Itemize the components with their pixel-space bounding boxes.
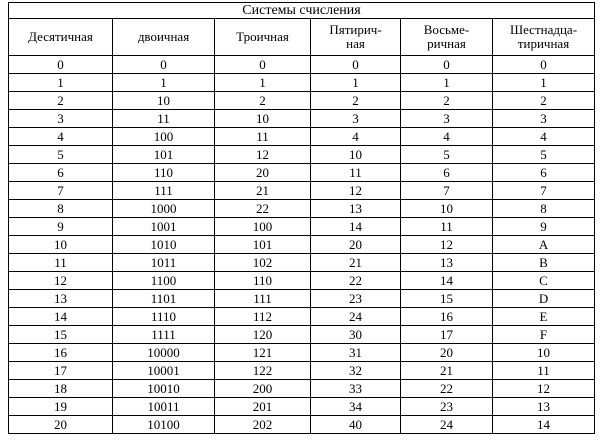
cell-ternary: 102 (215, 254, 311, 272)
table-row (9, 236, 595, 254)
cell-ternary: 100 (215, 218, 311, 236)
cell-binary: 11 (113, 110, 215, 128)
column-header-label: Десятичная (28, 29, 93, 44)
cell-octal: 21 (401, 362, 493, 380)
cell-binary: 1010 (113, 236, 215, 254)
cell-octal: 11 (401, 218, 493, 236)
cell-hexadecimal: 10 (493, 344, 595, 362)
cell-decimal: 13 (9, 290, 113, 308)
table-row (9, 74, 595, 92)
cell-decimal: 19 (9, 398, 113, 416)
cell-octal: 22 (401, 380, 493, 398)
table-row (9, 218, 595, 236)
cell-quinary: 22 (311, 272, 401, 290)
cell-decimal: 1 (9, 74, 113, 92)
cell-ternary: 20 (215, 164, 311, 182)
cell-octal: 13 (401, 254, 493, 272)
cell-quinary: 3 (311, 110, 401, 128)
table-row (9, 182, 595, 200)
cell-octal: 16 (401, 308, 493, 326)
cell-quinary: 34 (311, 398, 401, 416)
cell-quinary: 13 (311, 200, 401, 218)
cell-decimal: 0 (9, 56, 113, 74)
column-header-row (9, 19, 595, 56)
table-row (9, 92, 595, 110)
table-row (9, 362, 595, 380)
cell-hexadecimal: 2 (493, 92, 595, 110)
cell-binary: 1000 (113, 200, 215, 218)
cell-ternary: 11 (215, 128, 311, 146)
cell-decimal: 2 (9, 92, 113, 110)
cell-hexadecimal: D (493, 290, 595, 308)
column-header-label: Восьме- ричная (423, 22, 470, 51)
cell-binary: 111 (113, 182, 215, 200)
cell-hexadecimal: 13 (493, 398, 595, 416)
cell-decimal: 3 (9, 110, 113, 128)
cell-octal: 2 (401, 92, 493, 110)
cell-decimal: 14 (9, 308, 113, 326)
cell-octal: 20 (401, 344, 493, 362)
cell-decimal: 10 (9, 236, 113, 254)
cell-decimal: 12 (9, 272, 113, 290)
table-row (9, 380, 595, 398)
cell-quinary: 30 (311, 326, 401, 344)
cell-ternary: 120 (215, 326, 311, 344)
cell-hexadecimal: 3 (493, 110, 595, 128)
table-row (9, 308, 595, 326)
cell-octal: 12 (401, 236, 493, 254)
cell-binary: 110 (113, 164, 215, 182)
cell-ternary: 122 (215, 362, 311, 380)
cell-hexadecimal: C (493, 272, 595, 290)
cell-octal: 6 (401, 164, 493, 182)
cell-quinary: 0 (311, 56, 401, 74)
cell-hexadecimal: 1 (493, 74, 595, 92)
cell-hexadecimal: E (493, 308, 595, 326)
cell-quinary: 24 (311, 308, 401, 326)
column-header-ternary (215, 19, 311, 56)
column-header-binary (113, 19, 215, 56)
column-header-label: Пятирич- ная (329, 22, 382, 51)
cell-quinary: 2 (311, 92, 401, 110)
cell-decimal: 16 (9, 344, 113, 362)
cell-binary: 10010 (113, 380, 215, 398)
cell-quinary: 1 (311, 74, 401, 92)
cell-binary: 1111 (113, 326, 215, 344)
cell-decimal: 18 (9, 380, 113, 398)
cell-binary: 100 (113, 128, 215, 146)
cell-decimal: 11 (9, 254, 113, 272)
cell-ternary: 101 (215, 236, 311, 254)
cell-binary: 0 (113, 56, 215, 74)
cell-quinary: 32 (311, 362, 401, 380)
cell-quinary: 40 (311, 416, 401, 434)
cell-octal: 14 (401, 272, 493, 290)
table-row (9, 200, 595, 218)
cell-ternary: 201 (215, 398, 311, 416)
cell-quinary: 21 (311, 254, 401, 272)
cell-ternary: 10 (215, 110, 311, 128)
cell-quinary: 10 (311, 146, 401, 164)
numeral-systems-table (8, 2, 595, 434)
cell-binary: 10000 (113, 344, 215, 362)
cell-decimal: 6 (9, 164, 113, 182)
cell-octal: 10 (401, 200, 493, 218)
cell-hexadecimal: 14 (493, 416, 595, 434)
column-header-quinary (311, 19, 401, 56)
column-header-label: Троичная (236, 29, 289, 44)
cell-decimal: 8 (9, 200, 113, 218)
table-row (9, 146, 595, 164)
cell-binary: 1110 (113, 308, 215, 326)
cell-decimal: 9 (9, 218, 113, 236)
cell-ternary: 121 (215, 344, 311, 362)
cell-ternary: 112 (215, 308, 311, 326)
column-header-octal (401, 19, 493, 56)
cell-ternary: 12 (215, 146, 311, 164)
cell-decimal: 4 (9, 128, 113, 146)
cell-binary: 1101 (113, 290, 215, 308)
title-row (9, 3, 595, 19)
cell-quinary: 4 (311, 128, 401, 146)
cell-binary: 10100 (113, 416, 215, 434)
cell-binary: 10 (113, 92, 215, 110)
table-row (9, 344, 595, 362)
table-row (9, 272, 595, 290)
cell-decimal: 5 (9, 146, 113, 164)
cell-binary: 10011 (113, 398, 215, 416)
cell-octal: 1 (401, 74, 493, 92)
cell-octal: 24 (401, 416, 493, 434)
cell-ternary: 22 (215, 200, 311, 218)
cell-quinary: 14 (311, 218, 401, 236)
cell-ternary: 202 (215, 416, 311, 434)
cell-octal: 0 (401, 56, 493, 74)
cell-ternary: 0 (215, 56, 311, 74)
table-row (9, 254, 595, 272)
cell-octal: 4 (401, 128, 493, 146)
cell-octal: 7 (401, 182, 493, 200)
cell-binary: 1011 (113, 254, 215, 272)
cell-hexadecimal: A (493, 236, 595, 254)
cell-decimal: 20 (9, 416, 113, 434)
column-header-label: двоичная (137, 29, 190, 44)
cell-hexadecimal: 8 (493, 200, 595, 218)
table-row (9, 128, 595, 146)
cell-decimal: 7 (9, 182, 113, 200)
cell-hexadecimal: 12 (493, 380, 595, 398)
cell-quinary: 33 (311, 380, 401, 398)
cell-quinary: 12 (311, 182, 401, 200)
table-body (9, 56, 595, 434)
cell-hexadecimal: 0 (493, 56, 595, 74)
cell-hexadecimal: B (493, 254, 595, 272)
cell-quinary: 20 (311, 236, 401, 254)
cell-ternary: 110 (215, 272, 311, 290)
cell-binary: 101 (113, 146, 215, 164)
table-row (9, 326, 595, 344)
cell-ternary: 2 (215, 92, 311, 110)
cell-decimal: 15 (9, 326, 113, 344)
cell-ternary: 1 (215, 74, 311, 92)
cell-hexadecimal: 4 (493, 128, 595, 146)
cell-decimal: 17 (9, 362, 113, 380)
cell-binary: 1100 (113, 272, 215, 290)
table-row (9, 110, 595, 128)
cell-binary: 1001 (113, 218, 215, 236)
cell-ternary: 111 (215, 290, 311, 308)
cell-hexadecimal: 6 (493, 164, 595, 182)
table-row (9, 416, 595, 434)
cell-hexadecimal: 7 (493, 182, 595, 200)
table-row (9, 56, 595, 74)
cell-octal: 15 (401, 290, 493, 308)
cell-octal: 5 (401, 146, 493, 164)
cell-octal: 3 (401, 110, 493, 128)
table-row (9, 398, 595, 416)
column-header-label: Шестнадца- тиричная (509, 22, 578, 51)
cell-hexadecimal: F (493, 326, 595, 344)
table-row (9, 290, 595, 308)
cell-ternary: 200 (215, 380, 311, 398)
cell-octal: 17 (401, 326, 493, 344)
cell-octal: 23 (401, 398, 493, 416)
cell-binary: 1 (113, 74, 215, 92)
table-title: Системы счисления (9, 3, 595, 19)
cell-quinary: 31 (311, 344, 401, 362)
cell-hexadecimal: 11 (493, 362, 595, 380)
cell-ternary: 21 (215, 182, 311, 200)
cell-hexadecimal: 9 (493, 218, 595, 236)
table-row (9, 164, 595, 182)
cell-quinary: 23 (311, 290, 401, 308)
cell-binary: 10001 (113, 362, 215, 380)
column-header-hexadecimal (493, 19, 595, 56)
cell-hexadecimal: 5 (493, 146, 595, 164)
cell-quinary: 11 (311, 164, 401, 182)
column-header-decimal (9, 19, 113, 56)
